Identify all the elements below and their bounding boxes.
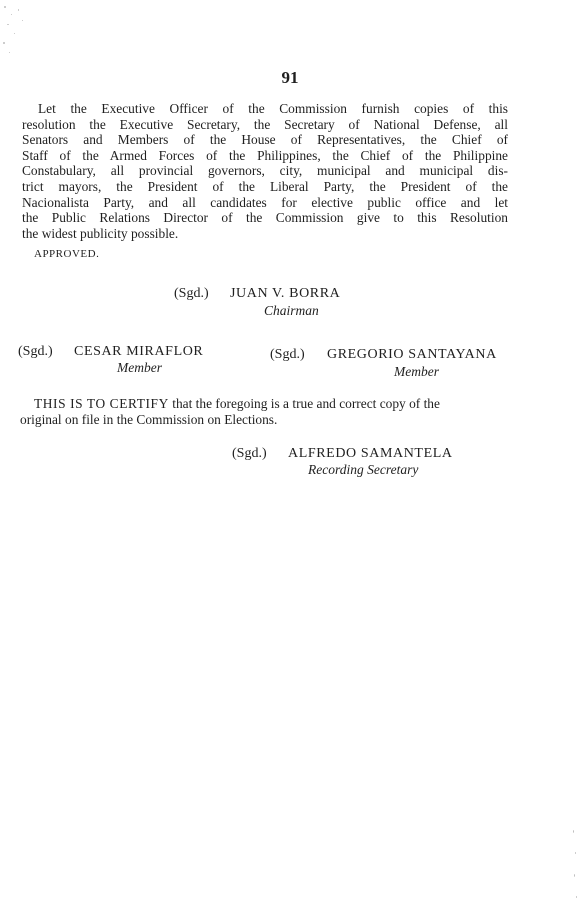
paragraph-line: Staff of the Armed Forces of the Philippines, the Chief of the Philippine — [22, 147, 508, 163]
signatory-title: Recording Secretary — [308, 462, 419, 477]
approved-label: APPROVED. — [34, 248, 100, 260]
paragraph-line: trict mayors, the President of the Liberal Party, the President of the — [22, 178, 508, 194]
resolution-paragraph — [22, 101, 508, 241]
signatory-title: Chairman — [264, 303, 319, 318]
page-number: 91 — [281, 68, 299, 87]
signatory-title: Member — [394, 364, 439, 379]
paragraph-line: Let the Executive Officer of the Commission furnish copies of this — [38, 101, 508, 116]
paragraph-line: Nacionalista Party, and all candidates for elective public office and let — [22, 194, 508, 210]
sgd-prefix: (Sgd.) — [174, 286, 209, 301]
signatory-name: CESAR MIRAFLOR — [74, 344, 204, 359]
signatory-name: ALFREDO SAMANTELA — [288, 446, 453, 461]
certification-lead: THIS IS TO CERTIFY — [34, 396, 169, 411]
sgd-prefix: (Sgd.) — [270, 347, 305, 362]
paragraph-line: the widest publicity possible. — [22, 225, 179, 241]
paragraph-line: Senators and Members of the House of Representatives, the Chief of — [22, 132, 508, 148]
sgd-prefix: (Sgd.) — [18, 344, 53, 359]
certification-line: original on file in the Commission on Elections. — [20, 412, 278, 427]
certification-text: that the foregoing is a true and correct copy of the — [172, 396, 440, 411]
sgd-prefix: (Sgd.) — [232, 446, 267, 461]
certification-line — [34, 396, 504, 412]
paragraph-line: resolution the Executive Secretary, the Secretary of National Defense, all — [22, 116, 508, 132]
signatory-name: JUAN V. BORRA — [230, 286, 341, 301]
paragraph-line: the Public Relations Director of the Commission give to this Resolution — [22, 210, 508, 226]
paragraph-line: Constabulary, all provincial governors, city, municipal and municipal dis- — [22, 163, 508, 179]
signatory-title: Member — [117, 360, 162, 375]
signatory-name: GREGORIO SANTAYANA — [327, 347, 497, 362]
